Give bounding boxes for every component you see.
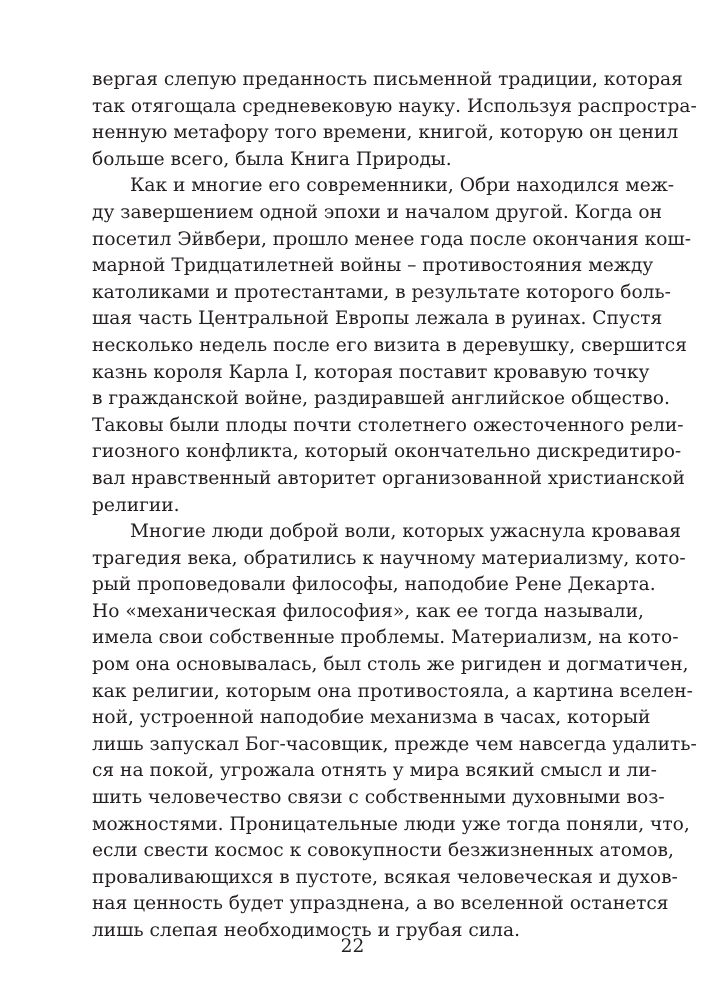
text-line: ненную метафору того времени, книгой, которую он ценил	[92, 122, 679, 144]
text-line: вал нравственный авторитет организованной христианской	[92, 467, 685, 489]
text-line: ром она основывалась, был столь же ригиден и догматичен,	[92, 654, 689, 676]
text-line: в гражданской войне, раздиравшей английское общество.	[92, 388, 670, 410]
text-line: так отягощала средневековую науку. Используя распростра-	[92, 95, 697, 117]
text-line: католиками и протестантами, в результате которого боль-	[92, 281, 671, 303]
text-line: если свести космос к совокупности безжизненных атомов,	[92, 840, 674, 862]
text-line: ной, устроенной наподобие механизма в часах, который	[92, 707, 651, 729]
page-number: 22	[340, 936, 365, 957]
text-line: гиозного конфликта, который окончательно дискредитиро-	[92, 441, 682, 463]
text-line: несколько недель после его визита в деревушку, свершится	[92, 334, 687, 356]
paragraph	[92, 173, 691, 519]
text-line: казнь короля Карла I, которая поставит кровавую точку	[92, 361, 650, 383]
paragraph	[92, 67, 697, 173]
text-line: Как и многие его современники, Обри находился меж-	[130, 175, 675, 197]
text-line: посетил Эйвбери, прошло менее года после окончания кош-	[92, 228, 691, 250]
text-line: проваливающихся в пустоте, всякая человеческая и духов-	[92, 866, 678, 888]
text-line: Но «механическая философия», как ее тогда называли,	[92, 600, 644, 622]
text-line: Многие люди доброй воли, которых ужаснула кровавая	[130, 521, 681, 543]
text-line: как религии, которым она противостояла, а картина вселен-	[92, 680, 693, 702]
text-line: шая часть Центральной Европы лежала в руинах. Спустя	[92, 308, 663, 330]
text-line: Таковы были плоды почти столетнего ожесточенного рели-	[92, 414, 684, 436]
text-line: больше всего, была Книга Природы.	[92, 148, 452, 170]
text-line: лишь запускал Бог-часовщик, прежде чем навсегда удалить-	[92, 733, 697, 755]
body-text	[92, 67, 697, 945]
text-line: можностями. Проницательные люди уже тогда поняли, что,	[92, 813, 690, 835]
text-line: вергая слепую преданность письменной традиции, которая	[92, 69, 683, 90]
text-line: шить человечество связи с собственными духовными воз-	[92, 787, 665, 809]
text-line: ду завершением одной эпохи и началом другой. Когда он	[92, 201, 663, 223]
text-line: ся на покой, угрожала отнять у мира всякий смысл и ли-	[92, 760, 657, 782]
paragraph	[92, 519, 697, 945]
text-line: марной Тридцатилетней войны – противостояния между	[92, 255, 654, 277]
text-line: имела свои собственные проблемы. Материализм, на кото-	[92, 627, 679, 649]
text-line: трагедия века, обратились к научному материализму, кото-	[92, 547, 686, 569]
text-line: ная ценность будет упразднена, а во вселенной останется	[92, 893, 669, 915]
text-line: религии.	[92, 494, 180, 516]
text-line: рый проповедовали философы, наподобие Рене Декарта.	[92, 574, 656, 596]
text-line: лишь слепая необходимость и грубая сила.	[92, 920, 520, 941]
